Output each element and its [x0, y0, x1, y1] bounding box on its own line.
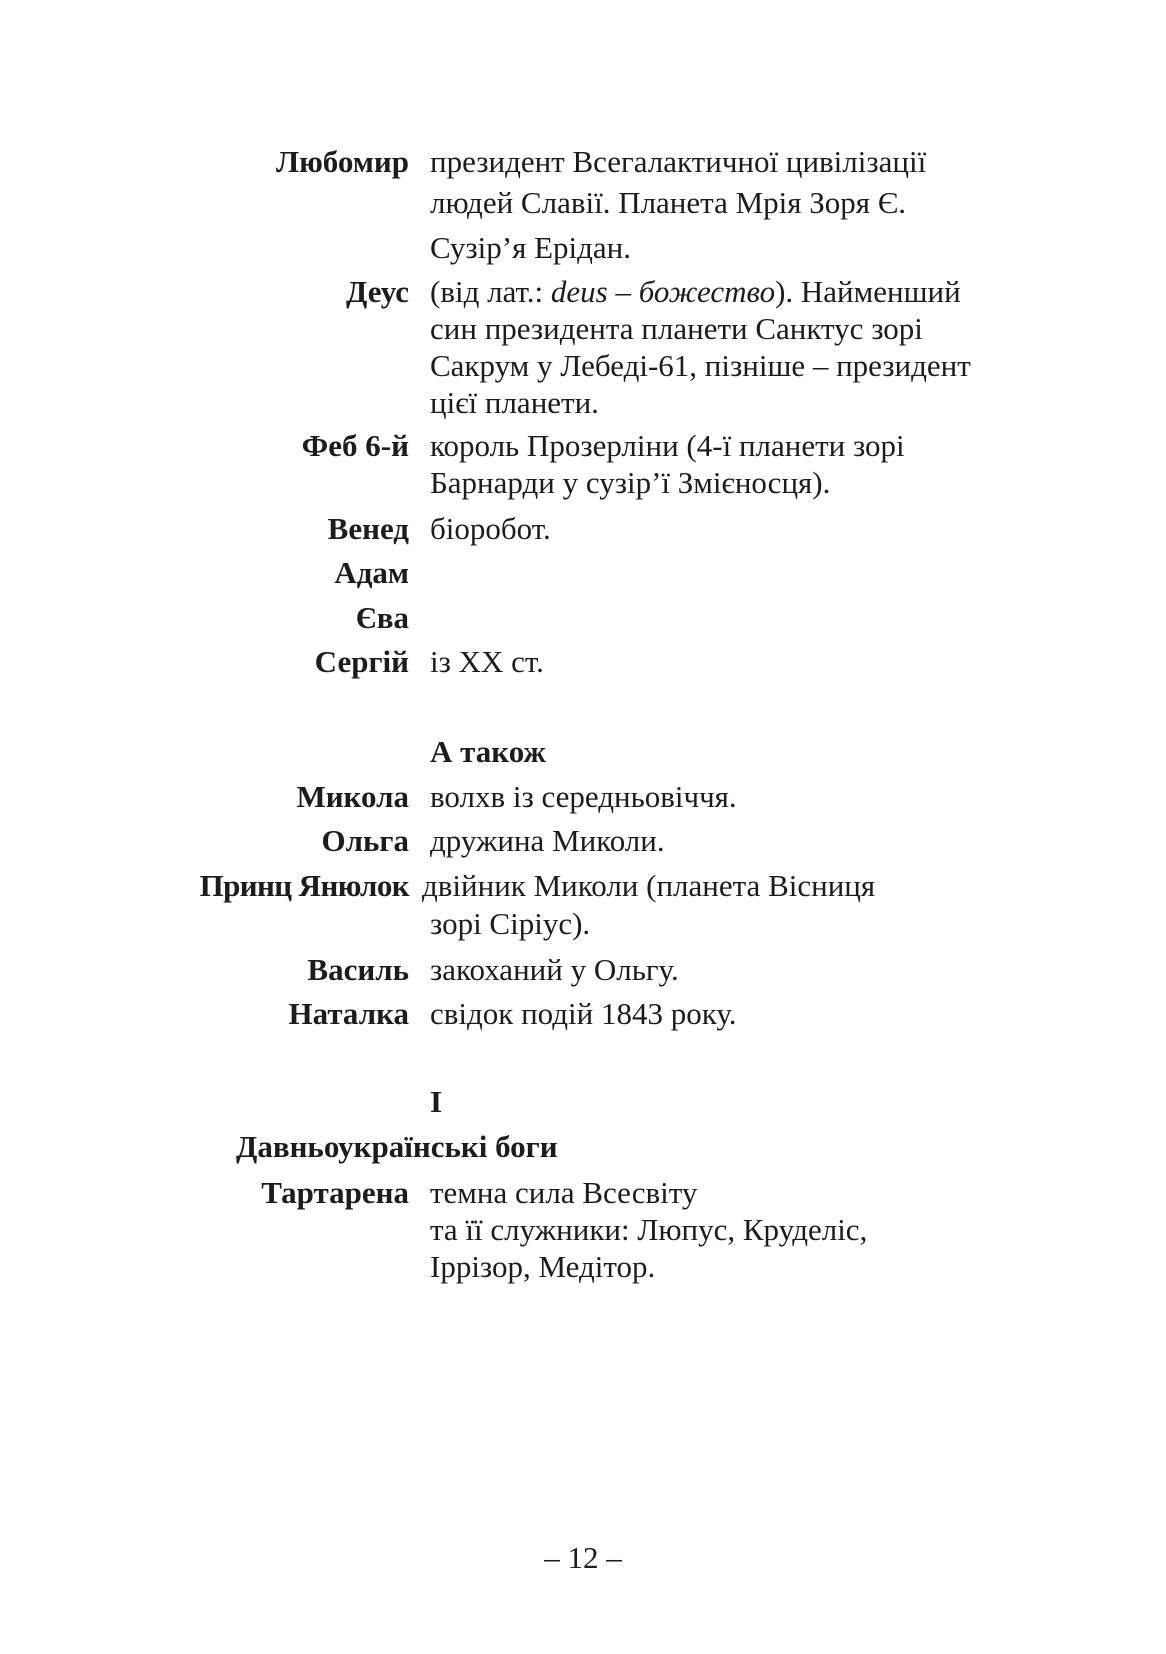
character-description-line: біоробот. [430, 511, 551, 546]
description-text: (від лат.: [430, 274, 551, 309]
character-description-line: двійник Миколи (планета Вісниця [422, 868, 876, 903]
character-description-line: темна сила Всесвіту [430, 1175, 698, 1210]
character-description-line: дружина Миколи. [430, 823, 665, 858]
character-description-line: та її служники: Люпус, Круделіс, [430, 1212, 868, 1247]
description-dash: – [607, 274, 639, 309]
character-name: Деус [346, 274, 409, 309]
character-description-line: король Прозерліни (4-ї планети зорі [430, 428, 905, 463]
character-description-line: Сузір’я Ерідан. [430, 230, 632, 265]
also-heading: А також [430, 734, 546, 769]
character-description-line: Барнарди у сузір’ї Змієносця). [430, 465, 831, 500]
character-name: Єва [355, 600, 409, 635]
character-name: Тартарена [261, 1175, 409, 1210]
latin-word: deus [550, 274, 608, 309]
character-description-line: свідок подій 1843 року. [430, 996, 737, 1031]
character-name: Микола [296, 779, 409, 814]
translation-word: божество [638, 274, 776, 309]
character-name: Адам [334, 555, 409, 590]
character-description-line: Іррізор, Медітор. [430, 1249, 656, 1284]
character-name: Сергій [314, 644, 409, 679]
character-description-line: волхв із середньовіччя. [430, 779, 737, 814]
description-text: ). Найменший [775, 274, 961, 309]
character-description-line: син президента планети Санктус зорі [430, 311, 923, 346]
character-name: Василь [307, 952, 409, 987]
character-name: Феб 6-й [301, 428, 409, 463]
character-description-line: цієї планети. [430, 385, 599, 420]
character-description-line: Сакрум у Лебеді-61, пізніше – президент [430, 348, 971, 383]
character-description-line: президент Всегалактичної цивілізації [430, 144, 927, 179]
character-description-line: закоханий у Ольгу. [430, 952, 679, 987]
page-number: – 12 – [544, 1540, 622, 1575]
character-description-line: людей Славії. Планета Мрія Зоря Є. [430, 185, 907, 220]
character-name: Любомир [275, 144, 409, 179]
character-name: Принц Янюлок [199, 868, 409, 903]
character-description-line [430, 274, 961, 310]
section-mark: І [430, 1084, 443, 1119]
character-description-line: із XX ст. [430, 644, 544, 679]
character-name: Наталка [288, 996, 409, 1031]
character-name: Венед [327, 511, 409, 546]
character-name: Ольга [321, 823, 409, 858]
gods-heading: Давньоукраїнські боги [236, 1129, 558, 1164]
character-description-line: зорі Сіріус). [430, 906, 591, 941]
